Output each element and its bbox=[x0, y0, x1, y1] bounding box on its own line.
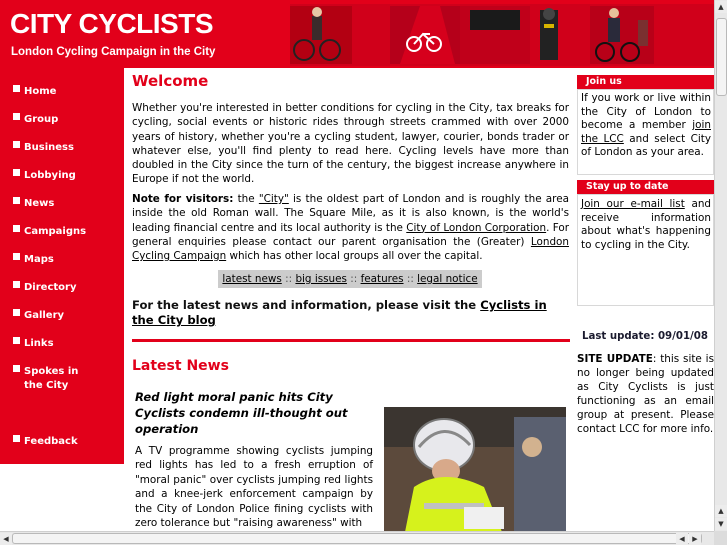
nav-item-feedback[interactable]: Feedback bbox=[13, 435, 78, 449]
bullet-square-icon bbox=[13, 281, 20, 288]
nav-item-group[interactable]: Group bbox=[13, 113, 58, 127]
bullet-square-icon bbox=[13, 225, 20, 232]
stay-up-to-date-heading: Stay up to date bbox=[577, 180, 714, 194]
vertical-scroll-thumb[interactable] bbox=[716, 18, 727, 96]
site-title[interactable]: CITY CYCLISTS bbox=[10, 8, 214, 39]
big-issues-link[interactable]: big issues bbox=[295, 273, 347, 285]
nav-label-line1: Spokes in bbox=[24, 366, 79, 377]
horizontal-scroll-thumb[interactable] bbox=[12, 533, 702, 544]
visitors-paragraph: Note for visitors: the "City" is the oldest part of London and is roughly the area inside the old Roman wall. The Square Mile, as it is also known, is the world's leading financial centre and its local authority is the City of London Corporation. For general enquiries please contact our parent organisation the (Greater) London Cycling Campaign which has other local groups all over the capital. bbox=[132, 193, 569, 263]
bullet-square-icon bbox=[13, 169, 20, 176]
scroll-up-arrow-icon[interactable]: ▲ bbox=[715, 505, 727, 517]
vertical-scrollbar[interactable] bbox=[714, 0, 727, 531]
bullet-square-icon bbox=[13, 85, 20, 92]
join-us-heading: Join us bbox=[577, 75, 714, 89]
bullet-square-icon bbox=[13, 253, 20, 260]
nav-item-home[interactable]: Home bbox=[13, 85, 56, 99]
police-officer-photo bbox=[384, 407, 566, 531]
bullet-square-icon bbox=[13, 309, 20, 316]
nav-label-line2: the City bbox=[24, 380, 69, 391]
cyclists-in-the-city-blog-link[interactable]: Cyclists in the City blog bbox=[132, 298, 547, 327]
banner-cyclists-photo bbox=[290, 6, 352, 64]
site-subtitle: London Cycling Campaign in the City bbox=[11, 46, 216, 58]
bullet-square-icon bbox=[13, 337, 20, 344]
city-link[interactable]: "City" bbox=[258, 193, 289, 205]
news-story-headline[interactable]: Red light moral panic hits City Cyclists condemn ill-thought out operation bbox=[135, 390, 348, 436]
link-separator: :: bbox=[285, 273, 293, 285]
features-link[interactable]: features bbox=[360, 273, 404, 285]
intro-paragraph: Whether you're interested in better conditions for cycling in the City, tax breaks for cycling, social events or historic rides through streets crammed with over 2000 years of history, whether you're a cycling student, lawyer, courier, bonds trader or whatever else, you'll find plenty to read here. Cycling levels have more than doubled in the City since the turn of the century, the biggest increase anywhere in Europe if not the world. bbox=[132, 102, 569, 186]
banner-monument-photo bbox=[540, 8, 558, 60]
nav-item-business[interactable]: Business bbox=[13, 141, 74, 155]
banner-riders-photo bbox=[590, 6, 654, 64]
city-of-london-corporation-link[interactable]: City of London Corporation bbox=[406, 221, 547, 234]
news-story-photo bbox=[384, 407, 566, 531]
section-divider bbox=[132, 339, 570, 342]
quick-links-bar bbox=[218, 270, 482, 288]
nav-item-gallery[interactable]: Gallery bbox=[13, 309, 64, 323]
horizontal-scrollbar[interactable] bbox=[0, 531, 714, 545]
banner-collage bbox=[290, 4, 714, 66]
scroll-left-arrow-icon[interactable]: ◀ bbox=[0, 533, 12, 545]
site-header bbox=[0, 0, 714, 68]
bullet-square-icon bbox=[13, 197, 20, 204]
news-story-body: A TV programme showing cyclists jumping red lights has led to a fresh erruption of "moral panic" over cyclists jumping red lights and a knee-jerk enforcement campaign by the City of London Police fining cyclists with zero tolerance but "raising awareness" with bbox=[135, 445, 373, 530]
scroll-down-arrow-icon[interactable]: ▼ bbox=[715, 518, 727, 530]
bullet-square-icon bbox=[13, 141, 20, 148]
latest-news-heading: Latest News bbox=[132, 358, 229, 374]
scrollbar-corner bbox=[714, 531, 727, 545]
header-banner-photos bbox=[290, 4, 714, 66]
nav-item-links[interactable]: Links bbox=[13, 337, 54, 351]
scroll-up-arrow-icon[interactable]: ▲ bbox=[715, 1, 727, 13]
join-the-lcc-link[interactable]: join the LCC bbox=[581, 119, 711, 145]
join-us-text: If you work or live within the City of London to become a member join the LCC and select City of London as your area. bbox=[581, 92, 712, 158]
bullet-square-icon bbox=[13, 113, 20, 120]
nav-item-maps[interactable]: Maps bbox=[13, 253, 54, 267]
scroll-left-arrow-icon[interactable]: ◀ bbox=[676, 533, 688, 545]
nav-item-spokes-in-the-city[interactable] bbox=[13, 365, 78, 393]
left-navigation bbox=[0, 68, 124, 464]
scroll-right-arrow-icon[interactable]: ▶ bbox=[689, 533, 701, 545]
stay-up-to-date-text: Join our e-mail list and receive information about what's happening to cycling in the City. bbox=[581, 198, 711, 251]
nav-item-news[interactable]: News bbox=[13, 197, 54, 211]
london-cycling-campaign-link[interactable]: London Cycling Campaign bbox=[132, 235, 569, 263]
bullet-square-icon bbox=[13, 365, 20, 372]
banner-bike-lane-photo bbox=[390, 6, 460, 64]
site-update-notice: SITE UPDATE: this site is no longer being updated as City Cyclists is just functioning as an email group at present. Please contact LCC for more info. bbox=[577, 353, 714, 436]
legal-notice-link[interactable]: legal notice bbox=[417, 273, 478, 285]
nav-item-campaigns[interactable]: Campaigns bbox=[13, 225, 86, 239]
bullet-square-icon bbox=[13, 435, 20, 442]
nav-item-directory[interactable]: Directory bbox=[13, 281, 76, 295]
latest-news-link[interactable]: latest news bbox=[222, 273, 282, 285]
nav-item-lobbying[interactable]: Lobbying bbox=[13, 169, 76, 183]
email-list-link[interactable]: Join our e-mail list bbox=[581, 198, 685, 210]
last-update-date: Last update: 09/01/08 bbox=[582, 331, 708, 342]
link-separator: :: bbox=[350, 273, 358, 285]
welcome-heading: Welcome bbox=[132, 72, 209, 90]
banner-street-photo bbox=[460, 6, 530, 64]
link-separator: :: bbox=[406, 273, 414, 285]
blog-notice: For the latest news and information, please visit the Cyclists in the City blog bbox=[132, 298, 547, 327]
join-us-box bbox=[577, 89, 714, 175]
stay-up-to-date-box bbox=[577, 194, 714, 306]
